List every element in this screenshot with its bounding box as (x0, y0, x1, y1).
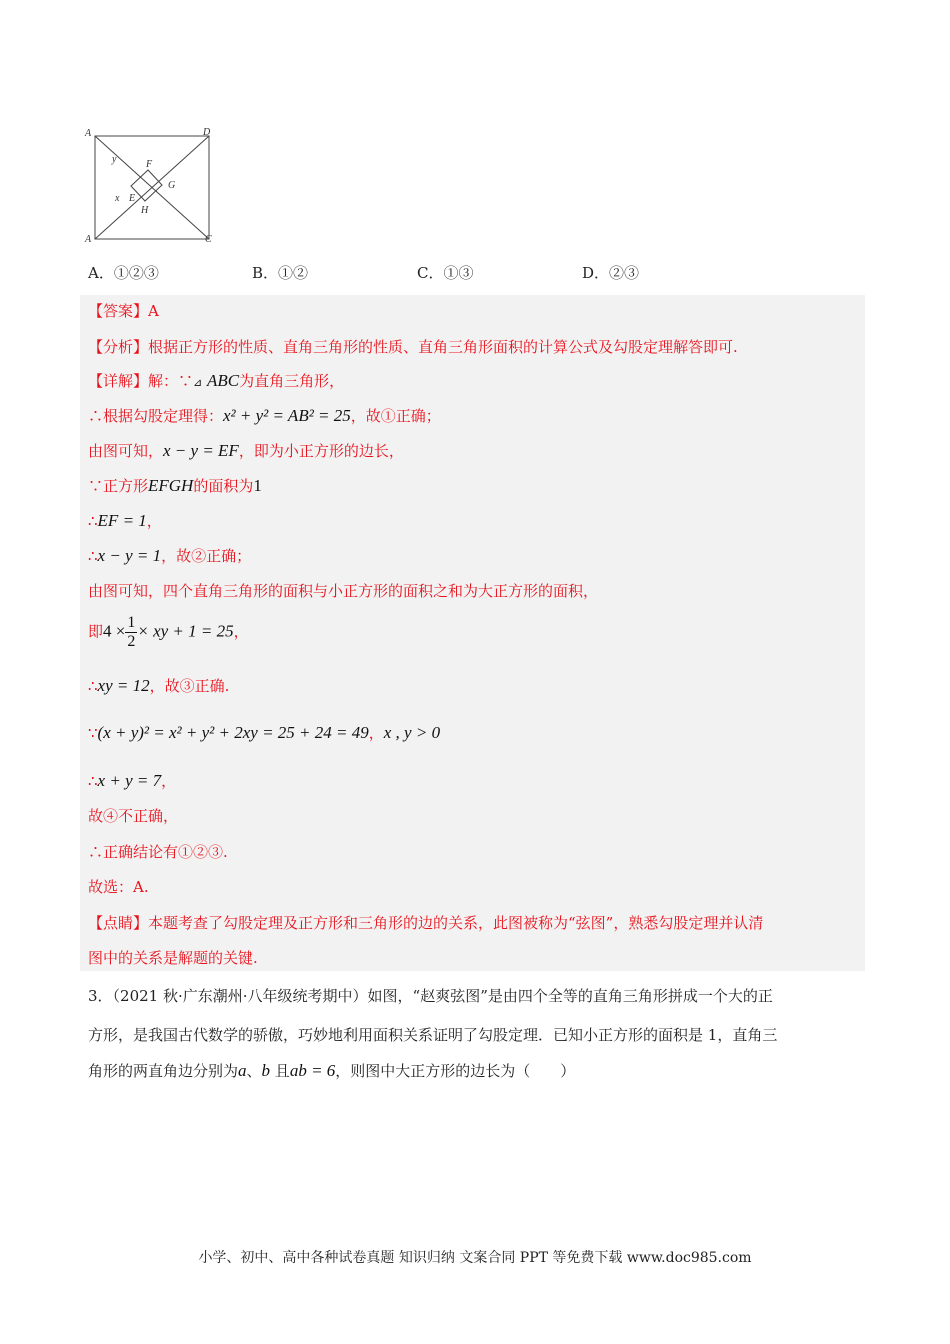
label-a-bottom: A (85, 234, 92, 245)
choice-text: ②③ (609, 264, 640, 282)
choice-letter: C． (417, 264, 444, 282)
math-number: 1 (253, 476, 262, 495)
fraction (125, 614, 137, 651)
choice-d[interactable] (582, 262, 639, 283)
line-9 (88, 675, 229, 696)
text: ∵ (88, 724, 98, 742)
math-equation: ab = 6 (289, 1061, 336, 1080)
analysis-line: 【分析】根据正方形的性质、直角三角形的性质、直角三角形面积的计算公式及勾股定理解答即可. (88, 338, 738, 356)
math-equation: x − y = EF (163, 441, 239, 460)
math-suffix: × xy + 1 = 25 (137, 621, 234, 641)
label-e: E (129, 193, 136, 204)
math-abc: ABC (207, 371, 240, 390)
text: 角形的两直角边分别为 (88, 1062, 239, 1080)
label-f: F (146, 159, 153, 170)
triangle-symbol: ⊿ (193, 377, 203, 389)
text: 、 (246, 1062, 262, 1080)
label-g: G (168, 180, 176, 191)
line-4 (88, 475, 262, 496)
math-condition: x , y > 0 (383, 723, 441, 742)
line-13: ∴正确结论有①②③. (88, 843, 228, 861)
math-efgh: EFGH (148, 476, 194, 495)
line-14: 故选：A. (88, 878, 149, 896)
text: ， (233, 622, 249, 641)
comment-line-2: 图中的关系是解题的关键. (88, 949, 258, 967)
choice-letter: D． (582, 264, 610, 282)
text: ， (161, 772, 177, 790)
choice-text: ①③ (443, 264, 474, 282)
line-3 (88, 440, 404, 461)
text: ，即为小正方形的边长， (238, 442, 404, 460)
text: ， (146, 512, 162, 530)
choice-c[interactable] (417, 262, 474, 283)
text: 且 (270, 1062, 290, 1080)
text: ，故①正确； (350, 407, 441, 425)
choice-text: ①② (278, 264, 309, 282)
pythagoras-line (88, 405, 441, 426)
label-y: y (112, 154, 117, 165)
line-8 (88, 614, 249, 651)
text: ， (368, 724, 384, 742)
math-equation: x² + y² = AB² = 25 (223, 406, 351, 425)
label-h: H (141, 205, 149, 216)
text: ∴ (88, 512, 98, 530)
detail-line (88, 370, 344, 391)
label-x: x (115, 193, 120, 204)
choice-b[interactable] (252, 262, 308, 283)
detail-rest: 为直角三角形， (239, 372, 345, 390)
line-12: 故④不正确， (88, 807, 179, 825)
text: ，故③正确. (149, 677, 230, 695)
page-footer: 小学、初中、高中各种试卷真题 知识归纳 文案合同 PPT 等免费下载 www.doc985.com (198, 1250, 752, 1266)
math-equation: xy = 12 (97, 676, 150, 695)
label-c: C (205, 234, 212, 245)
choice-a[interactable] (88, 262, 159, 283)
detail-tag: 【详解】解：∵ (88, 372, 194, 390)
text: ，则图中大正方形的边长为（ ） (335, 1062, 576, 1080)
text: 的面积为 (193, 477, 254, 495)
question3-line1: 3．（2021 秋·广东潮州·八年级统考期中）如图，“赵爽弦图”是由四个全等的直角三角形拼成一个大的正 (88, 987, 773, 1005)
line-7: 由图可知，四个直角三角形的面积与小正方形的面积之和为大正方形的面积， (88, 582, 599, 600)
math-equation: x + y = 7 (97, 771, 162, 790)
math-a: a (238, 1061, 247, 1080)
math-prefix: 4 × (103, 621, 126, 641)
math-equation: (x + y)² = x² + y² + 2xy = 25 + 24 = 49 (97, 723, 369, 742)
comment-line-1: 【点睛】本题考查了勾股定理及正方形和三角形的边的关系，此图被称为“弦图”，熟悉勾股定理并认清 (88, 914, 764, 932)
fraction-numerator: 1 (127, 614, 136, 631)
line-11 (88, 770, 176, 791)
choice-letter: A． (88, 264, 114, 282)
square-figure (84, 124, 220, 248)
answer-choices (88, 262, 808, 288)
fraction-denominator: 2 (127, 633, 136, 650)
math-b: b (261, 1061, 271, 1080)
text: ∴ (88, 677, 98, 695)
answer-line: 【答案】A (88, 302, 159, 320)
text: ∵正方形 (88, 477, 149, 495)
line-5 (88, 510, 162, 531)
label-a-top: A (85, 128, 92, 139)
text: ∴根据勾股定理得： (88, 407, 224, 425)
line-6 (88, 545, 251, 566)
math-equation: EF = 1 (97, 511, 147, 530)
math-equation: x − y = 1 (97, 546, 162, 565)
line-10 (88, 722, 440, 743)
text: ∴ (88, 547, 98, 565)
choice-text: ①②③ (113, 264, 159, 282)
label-d: D (203, 127, 211, 138)
text: 由图可知， (88, 442, 164, 460)
choice-letter: B． (252, 264, 279, 282)
question3-line3 (88, 1060, 575, 1081)
question3-line2: 方形，是我国古代数学的骄傲，巧妙地利用面积关系证明了勾股定理．已知小正方形的面积是 1，直角三 (88, 1026, 778, 1044)
text: ，故②正确； (161, 547, 252, 565)
text: ∴ (88, 772, 98, 790)
text: 即 (88, 622, 104, 641)
